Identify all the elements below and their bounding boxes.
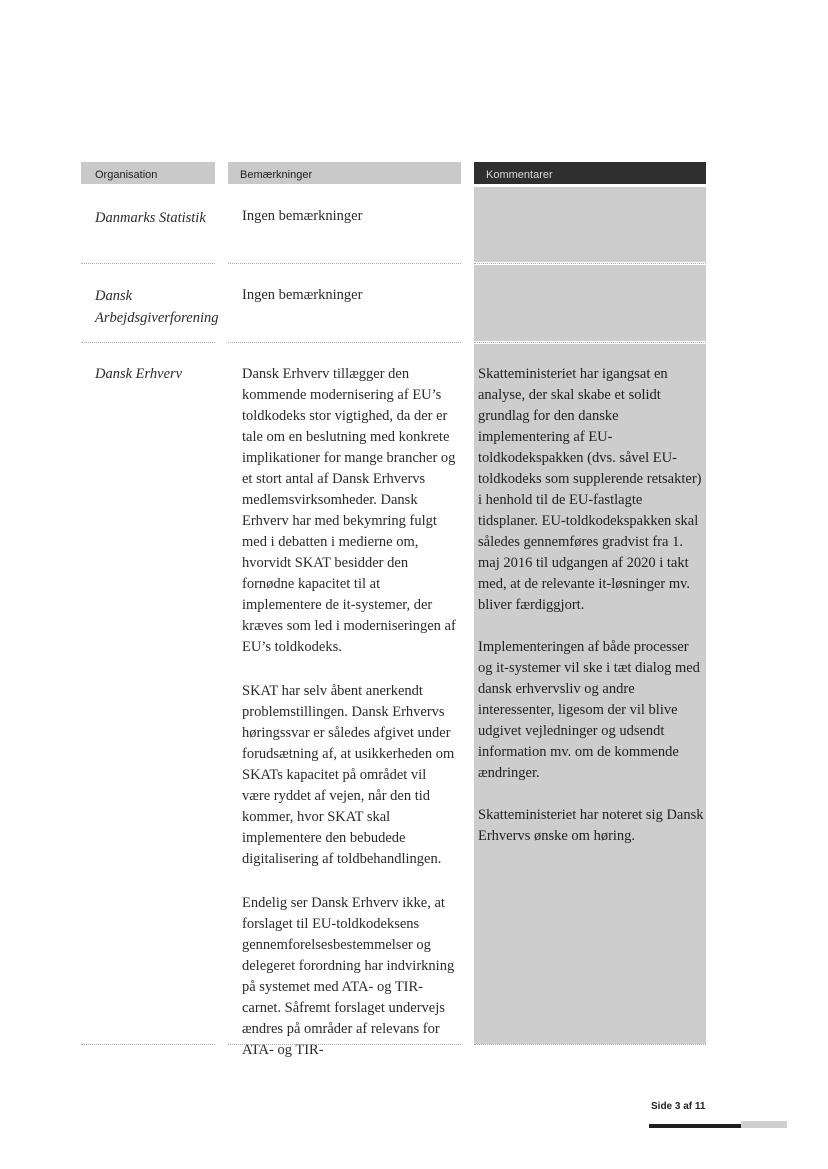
row-divider: [228, 1044, 461, 1045]
footer-bar: [649, 1124, 741, 1128]
remarks-paragraph: Ingen bemærkninger: [242, 208, 363, 224]
organisation-cell: Dansk Arbejdsgiverforening: [95, 288, 219, 326]
remarks-cell: [242, 364, 458, 1061]
footer-bar-accent: [741, 1121, 787, 1128]
organisation-cell: Dansk Erhverv: [95, 366, 183, 382]
row-divider: [81, 1044, 215, 1045]
row-divider: [81, 342, 215, 343]
remarks-paragraph: Ingen bemærkninger: [242, 287, 363, 303]
comments-paragraph: Implementeringen af både processer og it-systemer vil ske i tæt dialog med dansk erhvervsliv og andre interessenter, ligesom der vil blive udgivet vejledninger og udsendt information mv. om de kommende ændringer.: [478, 639, 700, 781]
remarks-paragraph: SKAT har selv åbent anerkendt problemstillingen. Dansk Erhvervs høringssvar er således afgivet under forudsætning af, at usikkerheden om SKATs kapacitet på området vil være ryddet af vejen, når den tid kommer, hvor SKAT skal implementere den bebudede digitalisering af toldbehandlingen.: [242, 683, 455, 867]
row-divider: [474, 1044, 706, 1045]
column-header-organisation: Organisation: [81, 162, 215, 184]
comments-cell: [478, 364, 704, 868]
remarks-cell: [242, 206, 458, 250]
column-header-comments: Kommentarer: [474, 162, 706, 184]
comments-paragraph: Skatteministeriet har igangsat en analyse, der skal skabe et solidt grundlag for den danske implementering af EU-toldkodekspakken (dvs. såvel EU-toldkodeks som supplerende retsakter) i henhold til de EU-fastlagte tidsplaner. EU-toldkodekspakken skal således gennemføres gradvist fra 1. maj 2016 til udgangen af 2020 i takt med, at de relevante it-løsninger mv. bliver færdiggjort.: [478, 366, 702, 613]
row-divider: [474, 342, 706, 343]
remarks-cell: [242, 285, 458, 329]
organisation-cell: Danmarks Statistik: [95, 210, 206, 226]
comment-cell-row-2: [474, 265, 706, 341]
page-number: Side 3 af 11: [651, 1101, 706, 1112]
row-divider: [81, 263, 215, 264]
row-divider: [474, 263, 706, 264]
comment-cell-row-1: [474, 187, 706, 262]
row-divider: [228, 263, 461, 264]
remarks-paragraph: Endelig ser Dansk Erhverv ikke, at forslaget til EU-toldkodeksens gennemforelsesbestemmelser og delegeret forordning har indvirkning på systemet med ATA- og TIR-carnet. Såfremt forslaget undervejs ændres på områder af relevans for ATA- og TIR-: [242, 895, 455, 1058]
comments-paragraph: Skatteministeriet har noteret sig Dansk Erhvervs ønske om høring.: [478, 807, 704, 844]
row-divider: [228, 342, 461, 343]
remarks-paragraph: Dansk Erhverv tillægger den kommende modernisering af EU’s toldkodeks stor vigtighed, da der er tale om en beslutning med konkrete implikationer for mange brancher og et stort antal af Dansk Erhvervs medlemsvirksomheder. Dansk Erhverv har med bekymring fulgt med i debatten i medierne om, hvorvidt SKAT besidder den fornødne kapacitet til at implementere de it-systemer, der kræves som led i moderniseringen af EU’s toldkodeks.: [242, 366, 456, 655]
column-header-remarks: Bemærkninger: [228, 162, 461, 184]
